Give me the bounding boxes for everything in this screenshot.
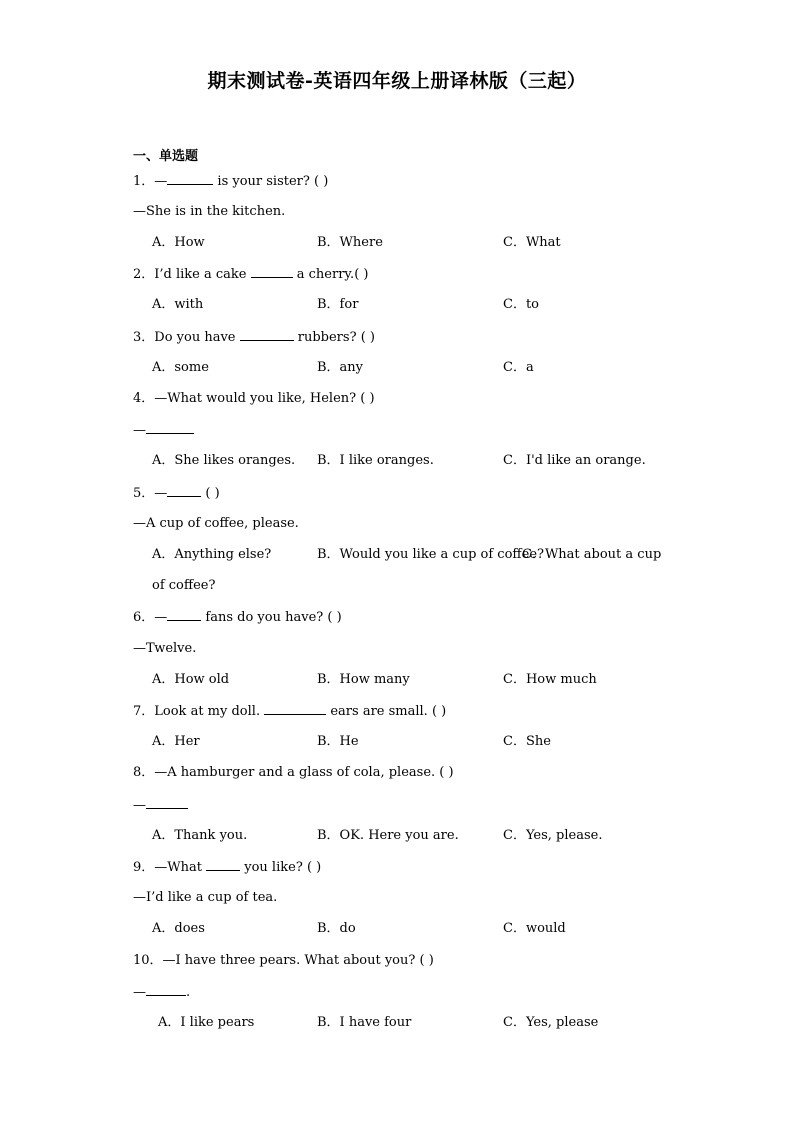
reply-line (133, 796, 188, 815)
option-b[interactable]: B．I like oranges. (317, 453, 434, 468)
reply-line: —A cup of coffee, please. (133, 516, 299, 531)
answer-paren: ( ) (360, 391, 375, 406)
answer-paren: ( ) (314, 174, 329, 189)
option-a[interactable]: A．does (152, 921, 205, 936)
answer-blank (206, 858, 240, 871)
option-a[interactable]: A．She likes oranges. (152, 453, 296, 468)
question-text: rubbers? (293, 330, 357, 345)
reply-dash: — (133, 985, 146, 1000)
answer-paren: ( ) (419, 953, 434, 968)
question-4 (133, 390, 375, 408)
question-7 (133, 702, 446, 721)
answer-blank (264, 702, 326, 715)
reply-dash: — (133, 798, 146, 813)
question-3 (133, 328, 375, 347)
question-text: ears are small. (326, 704, 428, 719)
answer-blank (251, 265, 293, 278)
answer-paren: ( ) (327, 610, 342, 625)
reply-line: —Twelve. (133, 641, 197, 656)
question-text: 2．I’d like a cake (133, 267, 251, 282)
option-b[interactable]: B．do (317, 921, 356, 936)
option-a[interactable]: A．some (152, 360, 209, 375)
reply-line (133, 421, 194, 440)
option-c[interactable]: C．How much (503, 672, 597, 687)
option-c[interactable]: C．to (503, 297, 539, 312)
option-c[interactable]: C．would (503, 921, 566, 936)
option-c[interactable]: C．She (503, 734, 551, 749)
option-a[interactable]: A．Her (152, 734, 200, 749)
reply-line (133, 983, 190, 1002)
answer-paren: ( ) (439, 765, 454, 780)
option-a[interactable]: A．I like pears (158, 1015, 255, 1030)
reply-line: —She is in the kitchen. (133, 204, 286, 219)
answer-paren: ( ) (431, 704, 447, 719)
option-b[interactable]: B．I have four (317, 1015, 412, 1030)
option-c[interactable]: C．What about a cup (522, 547, 662, 562)
question-text: 7．Look at my doll. (133, 704, 265, 719)
option-b[interactable]: B．any (317, 360, 364, 375)
question-text: 4．—What would you like, Helen? (133, 391, 357, 406)
question-text: 6．— (133, 610, 168, 625)
option-a[interactable]: A．with (152, 297, 204, 312)
answer-blank (167, 608, 201, 621)
option-c[interactable]: C．I'd like an orange. (503, 453, 646, 468)
answer-blank (146, 421, 194, 434)
question-10 (133, 952, 434, 970)
question-6 (133, 608, 342, 627)
option-c[interactable]: C．Yes, please. (503, 828, 603, 843)
option-c[interactable]: C．Yes, please (503, 1015, 599, 1030)
option-a[interactable]: A．Thank you. (152, 828, 248, 843)
option-b[interactable]: B．He (317, 734, 359, 749)
answer-blank (146, 983, 186, 996)
option-c[interactable]: C．What (503, 235, 561, 250)
option-b[interactable]: B．OK. Here you are. (317, 828, 459, 843)
option-a[interactable]: A．Anything else? (152, 547, 272, 562)
question-text: 9．—What (133, 860, 207, 875)
option-b[interactable]: B．for (317, 297, 359, 312)
answer-paren: ( ) (306, 860, 322, 875)
question-text: 5．— (133, 486, 168, 501)
answer-blank (146, 796, 188, 809)
answer-paren: ( ) (205, 486, 220, 501)
question-text: a cherry. (292, 267, 355, 282)
option-c-continued: of coffee? (152, 578, 216, 593)
section-heading: 一、单选题 (133, 149, 199, 164)
option-b[interactable]: B．Where (317, 235, 383, 250)
answer-blank (240, 328, 294, 341)
answer-paren: ( ) (360, 330, 375, 345)
option-a[interactable]: A．How old (152, 672, 230, 687)
question-1 (133, 172, 328, 191)
question-5 (133, 484, 220, 503)
question-text: 10．—I have three pears. What about you? (133, 953, 416, 968)
reply-dash: — (133, 423, 146, 438)
question-text: 3．Do you have (133, 330, 240, 345)
question-8 (133, 764, 454, 782)
question-text: fans do you have? (201, 610, 324, 625)
reply-period: . (186, 985, 191, 1000)
answer-paren: ( ) (354, 267, 369, 282)
option-c[interactable]: C．a (503, 360, 534, 375)
question-text: 1．— (133, 174, 168, 189)
question-text: you like? (240, 860, 303, 875)
question-text: 8．—A hamburger and a glass of cola, please. (133, 765, 436, 780)
answer-blank (167, 172, 213, 185)
option-b[interactable]: B．Would you like a cup of coffee? (317, 547, 544, 562)
answer-blank (167, 484, 201, 497)
page-title: 期末测试卷-英语四年级上册译林版（三起） (207, 70, 587, 92)
option-b[interactable]: B．How many (317, 672, 410, 687)
reply-line: —I’d like a cup of tea. (133, 890, 278, 905)
option-a[interactable]: A．How (152, 235, 205, 250)
question-9 (133, 858, 321, 877)
question-2 (133, 265, 368, 284)
question-text: is your sister? (213, 174, 310, 189)
